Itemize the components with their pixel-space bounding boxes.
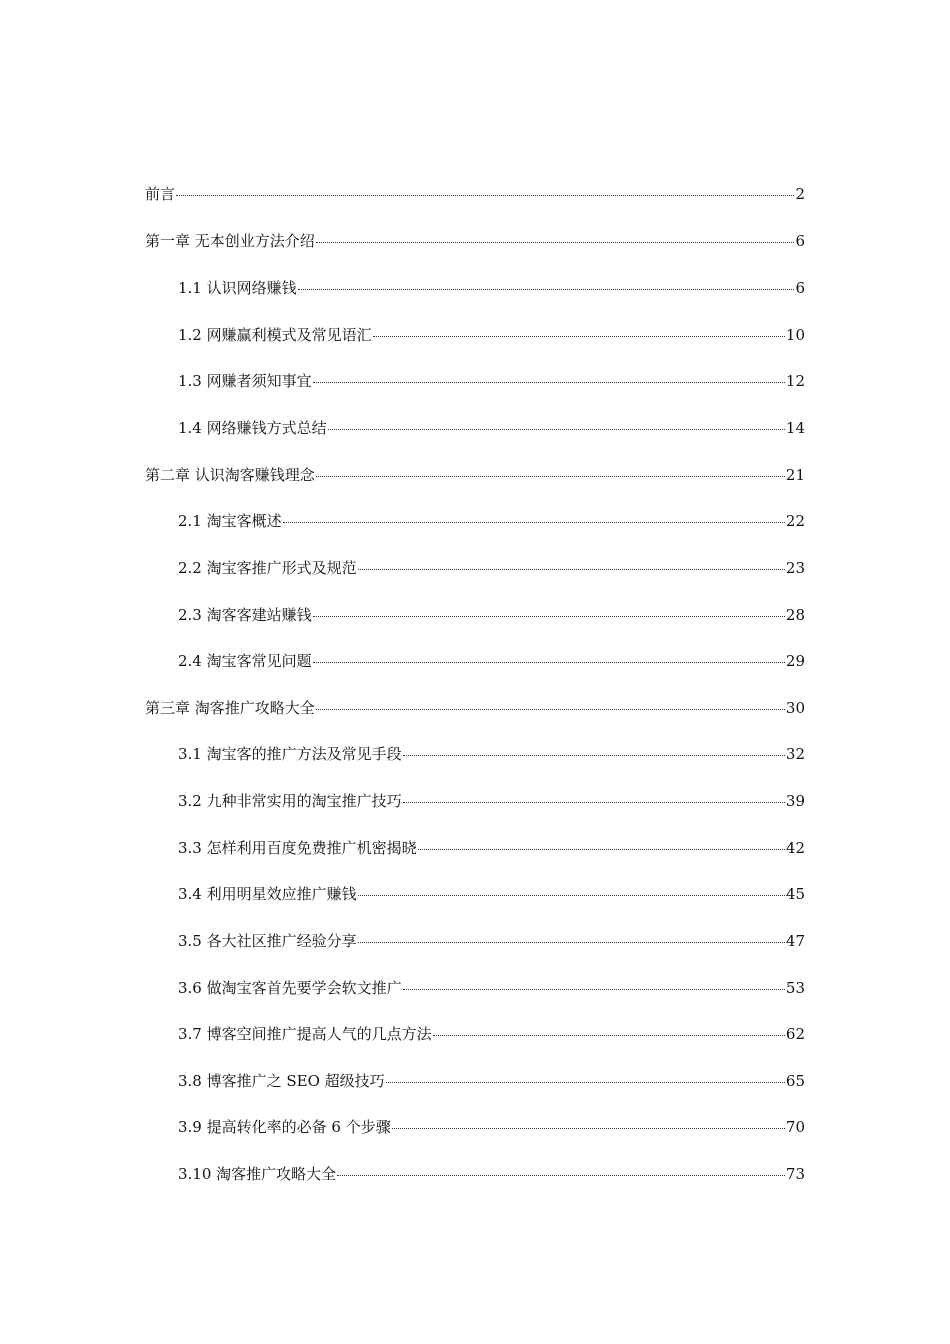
toc-entry-section-3-4[interactable] bbox=[178, 884, 805, 904]
toc-entry-title: 3.4 利用明星效应推广赚钱 bbox=[178, 885, 357, 903]
toc-entry-section-2-2[interactable] bbox=[178, 558, 805, 578]
toc-entry-section-2-4[interactable] bbox=[178, 651, 805, 671]
toc-entry-preface[interactable] bbox=[145, 184, 805, 204]
toc-leader-dots bbox=[386, 1081, 785, 1083]
toc-entry-page: 12 bbox=[785, 372, 805, 390]
toc-leader-dots bbox=[337, 1174, 785, 1176]
toc-entry-page: 39 bbox=[785, 792, 805, 810]
toc-entry-title: 2.4 淘宝客常见问题 bbox=[178, 652, 312, 670]
toc-entry-section-3-3[interactable] bbox=[178, 838, 805, 858]
toc-entry-section-1-2[interactable] bbox=[178, 325, 805, 345]
toc-leader-dots bbox=[316, 241, 795, 243]
toc-entry-title: 3.6 做淘宝客首先要学会软文推广 bbox=[178, 979, 402, 997]
toc-entry-page: 65 bbox=[785, 1072, 805, 1090]
toc-entry-title: 3.1 淘宝客的推广方法及常见手段 bbox=[178, 745, 402, 763]
toc-entry-section-3-7[interactable] bbox=[178, 1024, 805, 1044]
toc-entry-page: 21 bbox=[785, 466, 805, 484]
toc-leader-dots bbox=[358, 568, 785, 570]
toc-entry-section-3-6[interactable] bbox=[178, 978, 805, 998]
toc-entry-title: 1.1 认识网络赚钱 bbox=[178, 279, 297, 297]
toc-entry-section-3-2[interactable] bbox=[178, 791, 805, 811]
toc-entry-title: 第一章 无本创业方法介绍 bbox=[145, 232, 315, 250]
toc-leader-dots bbox=[418, 848, 785, 850]
toc-leader-dots bbox=[316, 475, 785, 477]
toc-entry-page: 70 bbox=[785, 1118, 805, 1136]
toc-entry-chapter-3[interactable] bbox=[145, 698, 805, 718]
toc-entry-section-1-1[interactable] bbox=[178, 278, 805, 298]
toc-entry-title: 3.8 博客推广之 SEO 超级技巧 bbox=[178, 1072, 385, 1090]
toc-entry-section-1-4[interactable] bbox=[178, 418, 805, 438]
toc-entry-page: 29 bbox=[785, 652, 805, 670]
toc-entry-page: 42 bbox=[785, 839, 805, 857]
toc-leader-dots bbox=[433, 1034, 785, 1036]
toc-entry-section-2-1[interactable] bbox=[178, 511, 805, 531]
toc-entry-page: 28 bbox=[785, 606, 805, 624]
toc-entry-section-3-8[interactable] bbox=[178, 1071, 805, 1091]
toc-entry-page: 22 bbox=[785, 512, 805, 530]
toc-entry-page: 45 bbox=[785, 885, 805, 903]
toc-leader-dots bbox=[358, 941, 785, 943]
toc-entry-title: 3.3 怎样利用百度免费推广机密揭晓 bbox=[178, 839, 417, 857]
toc-entry-section-3-5[interactable] bbox=[178, 931, 805, 951]
toc-entry-page: 6 bbox=[795, 232, 805, 250]
toc-leader-dots bbox=[403, 754, 785, 756]
toc-entry-section-3-1[interactable] bbox=[178, 744, 805, 764]
toc-entry-title: 3.2 九种非常实用的淘宝推广技巧 bbox=[178, 792, 402, 810]
toc-entry-page: 14 bbox=[785, 419, 805, 437]
toc-entry-title: 1.4 网络赚钱方式总结 bbox=[178, 419, 327, 437]
toc-leader-dots bbox=[358, 894, 785, 896]
toc-entry-section-3-9[interactable] bbox=[178, 1117, 805, 1137]
toc-entry-page: 32 bbox=[785, 745, 805, 763]
toc-entry-title: 3.7 博客空间推广提高人气的几点方法 bbox=[178, 1025, 432, 1043]
toc-leader-dots bbox=[392, 1127, 785, 1129]
toc-entry-page: 30 bbox=[785, 699, 805, 717]
toc-entry-section-2-3[interactable] bbox=[178, 605, 805, 625]
toc-entry-title: 1.3 网赚者须知事宜 bbox=[178, 372, 312, 390]
toc-leader-dots bbox=[283, 521, 785, 523]
toc-entry-title: 3.9 提高转化率的必备 6 个步骤 bbox=[178, 1118, 391, 1136]
toc-leader-dots bbox=[176, 194, 794, 196]
toc-entry-title: 1.2 网赚赢利模式及常见语汇 bbox=[178, 326, 372, 344]
toc-leader-dots bbox=[298, 288, 795, 290]
toc-entry-section-1-3[interactable] bbox=[178, 371, 805, 391]
toc-entry-page: 53 bbox=[785, 979, 805, 997]
toc-entry-title: 前言 bbox=[145, 185, 176, 203]
toc-leader-dots bbox=[373, 335, 785, 337]
toc-entry-title: 第三章 淘客推广攻略大全 bbox=[145, 699, 315, 717]
toc-entry-chapter-1[interactable] bbox=[145, 231, 805, 251]
toc-entry-title: 2.1 淘宝客概述 bbox=[178, 512, 282, 530]
toc-leader-dots bbox=[403, 801, 785, 803]
toc-entry-chapter-2[interactable] bbox=[145, 465, 805, 485]
toc-leader-dots bbox=[313, 615, 785, 617]
toc-leader-dots bbox=[403, 988, 785, 990]
toc-entry-page: 62 bbox=[785, 1025, 805, 1043]
toc-entry-title: 2.2 淘宝客推广形式及规范 bbox=[178, 559, 357, 577]
toc-entry-section-3-10[interactable] bbox=[178, 1164, 805, 1184]
toc-entry-page: 73 bbox=[785, 1165, 805, 1183]
toc-entry-page: 6 bbox=[795, 279, 805, 297]
toc-leader-dots bbox=[313, 661, 785, 663]
toc-leader-dots bbox=[328, 428, 785, 430]
toc-entry-title: 3.5 各大社区推广经验分享 bbox=[178, 932, 357, 950]
toc-leader-dots bbox=[313, 381, 785, 383]
toc-entry-page: 10 bbox=[785, 326, 805, 344]
toc-entry-title: 2.3 淘客客建站赚钱 bbox=[178, 606, 312, 624]
toc-entry-page: 23 bbox=[785, 559, 805, 577]
toc-leader-dots bbox=[316, 708, 785, 710]
toc-entry-title: 第二章 认识淘客赚钱理念 bbox=[145, 466, 315, 484]
toc-entry-title: 3.10 淘客推广攻略大全 bbox=[178, 1165, 337, 1183]
toc-entry-page: 2 bbox=[795, 185, 805, 203]
toc-entry-page: 47 bbox=[785, 932, 805, 950]
